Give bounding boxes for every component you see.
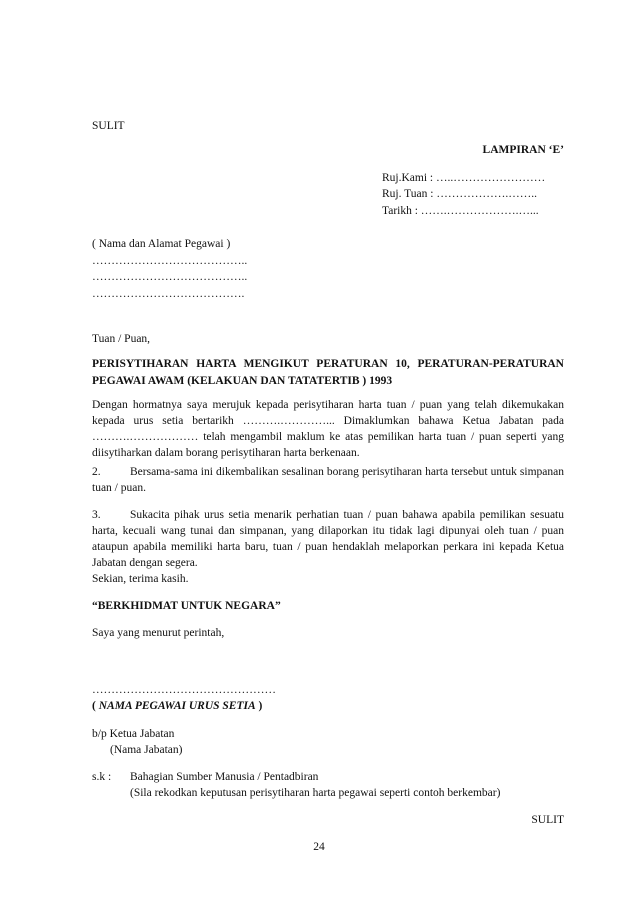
addressee-line: …………………………………..	[92, 271, 248, 283]
cc-note: (Sila rekodkan keputusan perisytiharan harta pegawai seperti contoh berkembar)	[130, 787, 501, 799]
sign-off: Saya yang menurut perintah,	[92, 627, 225, 639]
addressee-line: …………………………………..	[92, 255, 248, 267]
name-bracket: (	[92, 700, 99, 712]
name-bracket: )	[255, 700, 263, 712]
paragraph-text: Sukacita pihak urus setia menarik perhatian tuan / puan bahawa apabila pemilikan sesuatu harta, kecuali wang tunai dan simpanan, yang dilaporkan itu tidak lagi dipunyai oleh tuan / puan ataupun apabila memiliki harta baru, tuan / puan hendaklah melaporkan perkara ini kepada Ketua Jabatan dengan segera.	[92, 509, 564, 569]
signature-line: …………………………………………	[92, 684, 276, 696]
body-paragraph-2	[92, 464, 564, 496]
addressee-line: ………………………………….	[92, 288, 245, 300]
footer-classification: SULIT	[531, 814, 564, 826]
appendix-label: LAMPIRAN ‘E’	[482, 144, 564, 156]
department-name: (Nama Jabatan)	[110, 744, 183, 756]
subject-line: PEGAWAI AWAM (KELAKUAN DAN TATATERTIB ) 1993	[92, 375, 393, 387]
officer-name	[92, 698, 262, 714]
motto: “BERKHIDMAT UNTUK NEGARA”	[92, 600, 281, 612]
body-paragraph-3	[92, 507, 564, 571]
body-paragraph-1: Dengan hormatnya saya merujuk kepada perisytiharan harta tuan / puan yang telah dikemukakan kepada urus setia bertarikh ……….…………... Dimaklumkan bahawa Ketua Jabatan pada ……….……………… telah mengambil maklum ke atas pemilikan harta tuan / puan seperti yang diisytiharkan dalam borang perisytiharan harta berkenaan.	[92, 399, 564, 459]
closing-line: Sekian, terima kasih.	[92, 573, 189, 585]
cc-recipient: Bahagian Sumber Manusia / Pentadbiran	[130, 771, 319, 783]
officer-name-text: NAMA PEGAWAI URUS SETIA	[98, 700, 256, 712]
addressee-label: ( Nama dan Alamat Pegawai )	[92, 238, 231, 250]
date-line: Tarikh : …….……………….…...	[382, 205, 539, 217]
salutation: Tuan / Puan,	[92, 333, 151, 345]
your-reference: Ruj. Tuan : ……………….……..	[382, 188, 537, 200]
header-classification: SULIT	[92, 120, 125, 132]
cc-label: s.k :	[92, 771, 112, 783]
paragraph-number: 2.	[92, 466, 101, 478]
our-reference: Ruj.Kami : …..……………………	[382, 172, 546, 184]
on-behalf-line: b/p Ketua Jabatan	[92, 728, 175, 740]
paragraph-number: 3.	[92, 509, 101, 521]
paragraph-text: Bersama-sama ini dikembalikan sesalinan borang perisytiharan harta tersebut untuk simpanan tuan / puan.	[92, 466, 564, 494]
page-number: 24	[313, 841, 325, 853]
subject-line: PERISYTIHARAN HARTA MENGIKUT PERATURAN 10, PERATURAN-PERATURAN	[92, 358, 564, 370]
